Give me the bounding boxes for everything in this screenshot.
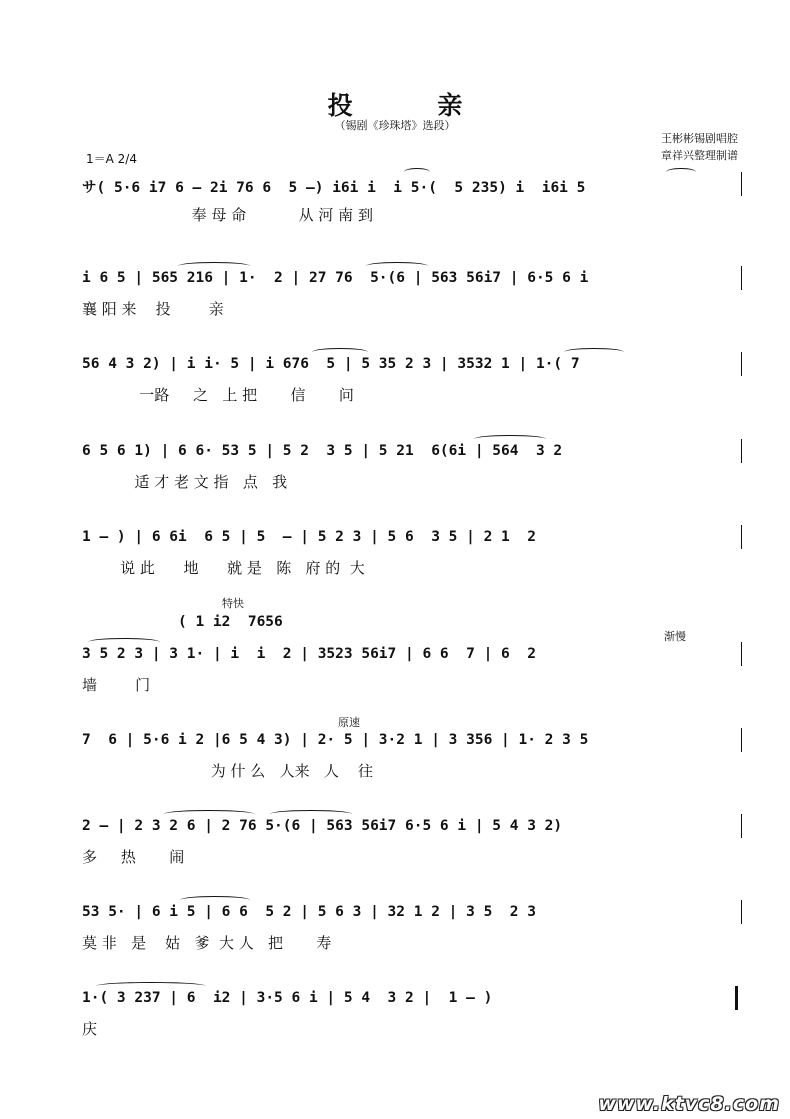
slur [88,638,160,646]
score-row-2 [82,270,742,318]
slur [270,810,352,818]
notation-line: 3 5 2 3 | 3 1· | i i 2 | 3523 56i7 | 6 6 7 | 6 2 [82,646,536,662]
lyric-line: 莫 非 是 姑 爹 大 人 把 寿 [82,934,332,952]
barline [741,900,742,924]
barline [741,439,742,463]
tempo-mark-gradually-slow: 渐慢 [664,630,686,643]
lyric-line: 适 才 老 文 指 点 我 [82,473,288,491]
barline [741,172,742,196]
notation-line: サ( 5·6 i7 6 – 2i 76 6 5 –) i6i i i 5·( 5 235) i i6i 5 [82,180,586,196]
lyric-line: 奉 母 命 从 河 南 到 [82,206,373,224]
score-row-7 [82,732,742,780]
arranger-credit: 章祥兴整理制谱 [661,149,738,162]
barline [741,728,742,752]
score-row-4 [82,443,742,491]
score-row-8 [82,818,742,866]
song-subtitle: （锡剧《珍珠塔》选段） [334,119,456,132]
slur [404,168,430,176]
score-row-1 [82,176,742,224]
notation-line: 53 5· | 6 i 5 | 6 6 5 2 | 5 6 3 | 32 1 2 | 3 5 2 3 [82,904,536,920]
tempo-mark-special-fast: 特快 [222,597,244,610]
slur [164,810,254,818]
score-row-6 [82,646,742,694]
singer-credit: 王彬彬锡剧唱腔 [661,132,738,145]
score-row-5 [82,529,742,577]
notation-line: 1·( 3 237 | 6 i2 | 3·5 6 i | 5 4 3 2 | 1 – ) [82,990,493,1006]
slur [474,435,546,443]
notation-line: 6 5 6 1) | 6 6· 53 5 | 5 2 3 5 | 5 21 6(6i | 564 3 2 [82,443,563,459]
slur [312,348,368,356]
final-barline [735,986,738,1010]
lyric-line: 襄 阳 来 投 亲 [82,300,224,318]
notation-line: 1 – ) | 6 6i 6 5 | 5 – | 5 2 3 | 5 6 3 5 | 2 1 2 [82,529,536,545]
lyric-line: 说 此 地 就 是 陈 府 的 大 [82,559,365,577]
score-row-3 [82,356,742,404]
notation-line: ( 1 i2 7656 [178,614,283,630]
slur [366,262,428,270]
key-signature: 1＝A 2/4 [86,152,137,166]
lyric-line: 一路 之 上 把 信 问 [82,386,354,404]
slur [666,168,696,176]
barline [741,266,742,290]
notation-line: i 6 5 | 565 216 | 1· 2 | 27 76 5·(6 | 563 56i7 | 6·5 6 i [82,270,589,286]
score-row-10 [82,990,742,1038]
notation-line: 2 – | 2 3 2 6 | 2 76 5·(6 | 563 56i7 6·5 6 i | 5 4 3 2) [82,818,563,834]
site-watermark: www.ktvc8.com [598,1093,780,1115]
notation-line: 7 6 | 5·6 i 2 |6 5 4 3) | 2· 5 | 3·2 1 | 3 356 | 1· 2 3 5 [82,732,589,748]
lyric-line: 为 什 么 人来 人 往 [82,762,373,780]
song-title: 投 亲 [327,91,501,120]
slur [180,896,250,904]
barline [741,642,742,666]
lyric-line: 墙 门 [82,676,151,694]
notation-line: 56 4 3 2) | i i· 5 | i 676 5 | 5 35 2 3 | 3532 1 | 1·( 7 [82,356,580,372]
tempo-mark-original: 原速 [338,716,360,729]
barline [741,814,742,838]
slur [564,348,624,356]
barline [741,352,742,376]
lyric-line: 多 热 闹 [82,848,185,866]
score-row-9 [82,904,742,952]
slur [178,262,250,270]
lyric-line: 庆 [82,1020,98,1038]
slur [96,982,206,990]
barline [741,525,742,549]
